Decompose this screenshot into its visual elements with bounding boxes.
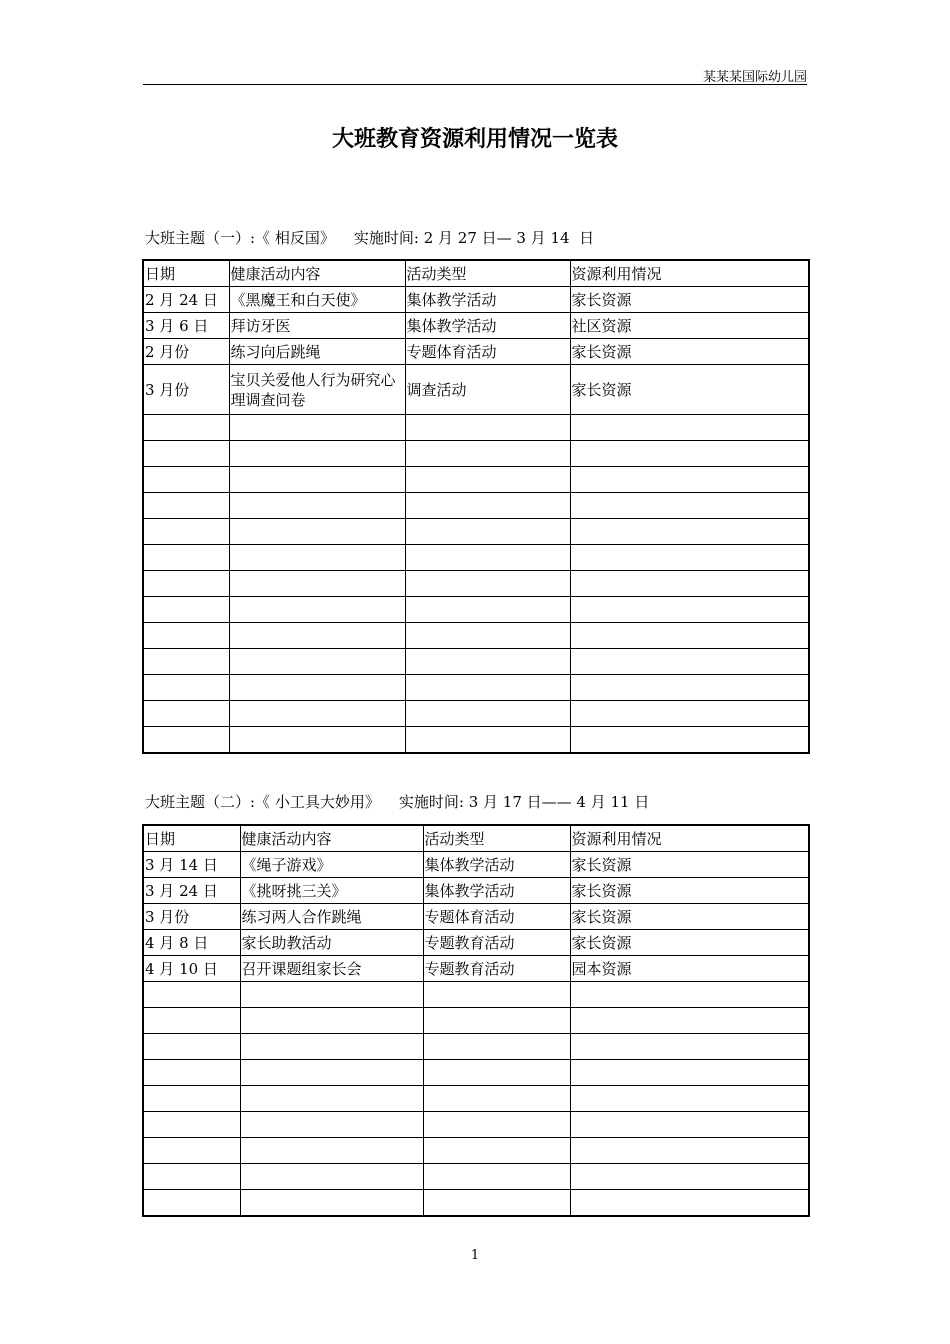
empty-table-row xyxy=(143,597,809,623)
empty-cell xyxy=(570,519,809,545)
empty-cell xyxy=(143,441,229,467)
empty-cell xyxy=(405,467,570,493)
empty-cell xyxy=(570,1008,809,1034)
empty-cell xyxy=(570,441,809,467)
empty-cell xyxy=(570,597,809,623)
empty-cell xyxy=(143,493,229,519)
empty-cell xyxy=(143,649,229,675)
empty-cell xyxy=(229,597,405,623)
empty-cell xyxy=(570,1164,809,1190)
empty-table-row xyxy=(143,649,809,675)
table-cell: 《绳子游戏》 xyxy=(240,852,423,878)
table-cell: 家长资源 xyxy=(570,339,809,365)
table-header-row xyxy=(143,260,809,287)
empty-cell xyxy=(143,1138,240,1164)
empty-cell xyxy=(405,571,570,597)
empty-cell xyxy=(570,982,809,1008)
table-cell: 专题体育活动 xyxy=(405,339,570,365)
empty-table-row xyxy=(143,519,809,545)
table-cell: 练习向后跳绳 xyxy=(229,339,405,365)
empty-cell xyxy=(405,727,570,754)
empty-cell xyxy=(143,1164,240,1190)
empty-cell xyxy=(143,727,229,754)
empty-cell xyxy=(143,545,229,571)
empty-cell xyxy=(423,1034,570,1060)
table-cell: 集体教学活动 xyxy=(423,852,570,878)
empty-cell xyxy=(240,1164,423,1190)
empty-cell xyxy=(423,1164,570,1190)
empty-table-row xyxy=(143,1138,809,1164)
empty-table-row xyxy=(143,727,809,754)
empty-cell xyxy=(240,1034,423,1060)
column-header: 活动类型 xyxy=(423,825,570,852)
empty-cell xyxy=(229,623,405,649)
empty-cell xyxy=(570,623,809,649)
empty-table-row xyxy=(143,493,809,519)
empty-cell xyxy=(143,1086,240,1112)
table-cell: 专题体育活动 xyxy=(423,904,570,930)
table-cell: 集体教学活动 xyxy=(405,287,570,313)
empty-cell xyxy=(143,519,229,545)
empty-cell xyxy=(143,701,229,727)
table-cell: 3 月 14 日 xyxy=(143,852,240,878)
empty-cell xyxy=(405,675,570,701)
section1-table xyxy=(142,259,810,754)
table-row xyxy=(143,904,809,930)
empty-table-row xyxy=(143,623,809,649)
empty-table-row xyxy=(143,545,809,571)
empty-cell xyxy=(405,623,570,649)
table-cell: 家长资源 xyxy=(570,287,809,313)
empty-cell xyxy=(405,441,570,467)
table-cell: 集体教学活动 xyxy=(405,313,570,339)
empty-table-row xyxy=(143,571,809,597)
empty-cell xyxy=(229,467,405,493)
empty-table-row xyxy=(143,415,809,441)
empty-table-row xyxy=(143,1008,809,1034)
empty-cell xyxy=(570,727,809,754)
empty-cell xyxy=(143,1112,240,1138)
empty-cell xyxy=(143,597,229,623)
empty-cell xyxy=(405,545,570,571)
table-cell: 4 月 8 日 xyxy=(143,930,240,956)
empty-cell xyxy=(423,1008,570,1034)
empty-cell xyxy=(570,1190,809,1217)
empty-cell xyxy=(143,982,240,1008)
empty-cell xyxy=(423,1112,570,1138)
column-header: 资源利用情况 xyxy=(570,260,809,287)
empty-cell xyxy=(423,1190,570,1217)
empty-cell xyxy=(143,623,229,649)
empty-cell xyxy=(240,1190,423,1217)
empty-cell xyxy=(405,493,570,519)
empty-cell xyxy=(570,649,809,675)
empty-cell xyxy=(229,415,405,441)
empty-table-row xyxy=(143,467,809,493)
empty-cell xyxy=(240,1112,423,1138)
empty-cell xyxy=(423,1060,570,1086)
empty-table-row xyxy=(143,1190,809,1217)
table-cell: 3 月 24 日 xyxy=(143,878,240,904)
empty-cell xyxy=(143,571,229,597)
table-row xyxy=(143,339,809,365)
section2-table xyxy=(142,824,810,1217)
empty-cell xyxy=(240,1086,423,1112)
page-number: 1 xyxy=(470,1248,480,1263)
empty-cell xyxy=(229,701,405,727)
empty-cell xyxy=(405,649,570,675)
table-cell: 《挑呀挑三关》 xyxy=(240,878,423,904)
empty-table-row xyxy=(143,441,809,467)
table-cell: 集体教学活动 xyxy=(423,878,570,904)
empty-cell xyxy=(570,1138,809,1164)
page-header xyxy=(143,64,807,85)
empty-table-row xyxy=(143,1164,809,1190)
table-cell: 社区资源 xyxy=(570,313,809,339)
empty-cell xyxy=(143,467,229,493)
table-cell: 家长助教活动 xyxy=(240,930,423,956)
empty-cell xyxy=(405,415,570,441)
empty-cell xyxy=(240,1138,423,1164)
empty-cell xyxy=(240,1008,423,1034)
empty-cell xyxy=(240,982,423,1008)
column-header: 日期 xyxy=(143,260,229,287)
empty-table-row xyxy=(143,1112,809,1138)
table-row xyxy=(143,930,809,956)
empty-cell xyxy=(143,1034,240,1060)
empty-cell xyxy=(570,493,809,519)
empty-cell xyxy=(229,441,405,467)
empty-cell xyxy=(229,675,405,701)
table-cell: 家长资源 xyxy=(570,904,809,930)
section2-subtitle: 大班主题（二）:《 小工具大妙用》 实施时间: 3 月 17 日—— 4 月 11 日 xyxy=(145,793,650,811)
empty-table-row xyxy=(143,1060,809,1086)
table-cell: 宝贝关爱他人行为研究心理调查问卷 xyxy=(229,365,405,415)
empty-cell xyxy=(229,519,405,545)
empty-cell xyxy=(423,1138,570,1164)
empty-cell xyxy=(143,415,229,441)
table-row xyxy=(143,878,809,904)
empty-cell xyxy=(143,675,229,701)
empty-table-row xyxy=(143,1086,809,1112)
empty-cell xyxy=(229,545,405,571)
table-cell: 拜访牙医 xyxy=(229,313,405,339)
empty-cell xyxy=(143,1190,240,1217)
empty-cell xyxy=(570,701,809,727)
empty-cell xyxy=(229,571,405,597)
empty-cell xyxy=(570,1112,809,1138)
empty-cell xyxy=(143,1060,240,1086)
empty-cell xyxy=(570,415,809,441)
empty-table-row xyxy=(143,1034,809,1060)
empty-cell xyxy=(229,649,405,675)
empty-cell xyxy=(423,982,570,1008)
table-row xyxy=(143,287,809,313)
empty-cell xyxy=(570,1034,809,1060)
table-cell: 3 月份 xyxy=(143,904,240,930)
table-cell: 调查活动 xyxy=(405,365,570,415)
table-row xyxy=(143,956,809,982)
column-header: 健康活动内容 xyxy=(229,260,405,287)
table-cell: 召开课题组家长会 xyxy=(240,956,423,982)
empty-cell xyxy=(570,545,809,571)
table-cell: 家长资源 xyxy=(570,930,809,956)
empty-cell xyxy=(570,675,809,701)
table-row xyxy=(143,365,809,415)
empty-cell xyxy=(423,1086,570,1112)
empty-cell xyxy=(570,467,809,493)
table-header-row xyxy=(143,825,809,852)
column-header: 健康活动内容 xyxy=(240,825,423,852)
table-row xyxy=(143,313,809,339)
table-cell: 专题教育活动 xyxy=(423,930,570,956)
empty-cell xyxy=(405,701,570,727)
empty-cell xyxy=(570,1060,809,1086)
empty-cell xyxy=(229,727,405,754)
empty-cell xyxy=(570,1086,809,1112)
page-title: 大班教育资源利用情况一览表 xyxy=(331,126,618,152)
column-header: 日期 xyxy=(143,825,240,852)
table-cell: 家长资源 xyxy=(570,878,809,904)
table-cell: 练习两人合作跳绳 xyxy=(240,904,423,930)
table-cell: 家长资源 xyxy=(570,852,809,878)
table-cell: 3 月 6 日 xyxy=(143,313,229,339)
empty-table-row xyxy=(143,675,809,701)
empty-cell xyxy=(143,1008,240,1034)
table-row xyxy=(143,852,809,878)
table-cell: 4 月 10 日 xyxy=(143,956,240,982)
table-cell: 3 月份 xyxy=(143,365,229,415)
empty-cell xyxy=(240,1060,423,1086)
empty-cell xyxy=(570,571,809,597)
table-cell: 园本资源 xyxy=(570,956,809,982)
table-cell: 2 月 24 日 xyxy=(143,287,229,313)
empty-cell xyxy=(405,519,570,545)
table-cell: 家长资源 xyxy=(570,365,809,415)
empty-table-row xyxy=(143,701,809,727)
column-header: 活动类型 xyxy=(405,260,570,287)
empty-table-row xyxy=(143,982,809,1008)
table-cell: 专题教育活动 xyxy=(423,956,570,982)
table-cell: 《黑魔王和白天使》 xyxy=(229,287,405,313)
column-header: 资源利用情况 xyxy=(570,825,809,852)
table-cell: 2 月份 xyxy=(143,339,229,365)
empty-cell xyxy=(405,597,570,623)
org-name: 某某某国际幼儿园 xyxy=(702,70,807,85)
empty-cell xyxy=(229,493,405,519)
section1-subtitle: 大班主题（一）:《 相反国》 实施时间: 2 月 27 日— 3 月 14 日 xyxy=(145,229,595,247)
